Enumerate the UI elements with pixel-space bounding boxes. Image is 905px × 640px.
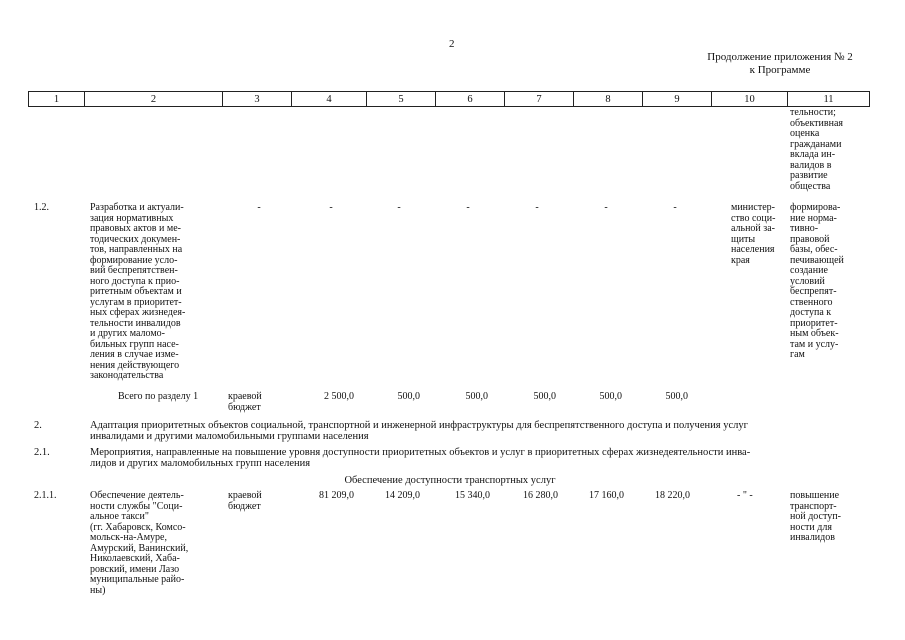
total-value-col7: 500,0	[533, 391, 556, 402]
value-col4: -	[329, 202, 333, 213]
section-title: Адаптация приоритетных объектов социальной, транспортной и инженерной инфраструктуры для беспрепятственного доступа и получения услуг инвалидами и другими маломобильными группами населения	[90, 420, 748, 442]
value-col9: 18 220,0	[655, 490, 690, 501]
continuation-note	[690, 51, 870, 77]
column-header-row	[29, 92, 870, 107]
column-header: 1	[29, 92, 85, 107]
column-header: 6	[436, 92, 505, 107]
total-value-col4: 2 500,0	[324, 391, 354, 402]
section-number: 2.	[34, 420, 42, 431]
value-col5: -	[397, 202, 401, 213]
column-header: 4	[292, 92, 367, 107]
column-header: 5	[367, 92, 436, 107]
value-col6: 15 340,0	[455, 490, 490, 501]
column-header: 2	[85, 92, 223, 107]
row-number: 1.2.	[34, 202, 49, 213]
measure-title: Разработка и актуали- зация нормативных правовых актов и ме- тодических докумен- тов, направленных на формирование усло- вий беспрепятствен- ного доступа к прио- ритетным объектам и услугам в приоритет- ных сферах жизнедея- тельности инвалидов и других маломо- бильных групп насе- ления в случае изме- нения действующего законодательства	[90, 202, 186, 381]
column-header: 11	[788, 92, 870, 107]
subsection-number: 2.1.	[34, 447, 50, 458]
result-text: повышение транспорт- ной доступ- ности для инвалидов	[790, 490, 841, 543]
total-value-col6: 500,0	[465, 391, 488, 402]
row-number: 2.1.1.	[34, 490, 57, 501]
value-col7: -	[535, 202, 539, 213]
value-col8: 17 160,0	[589, 490, 624, 501]
continuation-line1: Продолжение приложения № 2	[707, 51, 853, 63]
executor-text: - " -	[737, 490, 753, 501]
carryover-result-text: тельности; объективная оценка гражданами вклада ин- валидов в развитие общества	[790, 107, 844, 192]
value-col3: -	[257, 202, 261, 213]
subheading: Обеспечение доступности транспортных услуг	[344, 475, 556, 486]
total-value-col9: 500,0	[665, 391, 688, 402]
column-header: 9	[643, 92, 712, 107]
continuation-line2: к Программе	[749, 64, 811, 76]
column-header: 7	[505, 92, 574, 107]
total-label: Всего по разделу 1	[118, 391, 199, 402]
executor-text: министер- ство соци- альной за- щиты населения края	[731, 202, 776, 266]
value-col9: -	[673, 202, 677, 213]
page-number: 2	[449, 38, 455, 50]
column-header: 10	[712, 92, 788, 107]
funding-source: краевой бюджет	[228, 490, 262, 512]
value-col5: 14 209,0	[385, 490, 420, 501]
column-header-table	[28, 91, 870, 107]
funding-source: краевой бюджет	[228, 391, 262, 413]
column-header: 3	[223, 92, 292, 107]
value-col7: 16 280,0	[523, 490, 558, 501]
measure-title: Обеспечение деятель- ности службы "Соци- альное такси" (гг. Хабаровск, Комсо- мольск-на-Амуре, Амурский, Ванинский, Николаевский, Хаба- ровский, имени Лазо муниципальные райо- ны)	[90, 490, 189, 596]
column-header: 8	[574, 92, 643, 107]
total-value-col5: 500,0	[397, 391, 420, 402]
subsection-title: Мероприятия, направленные на повышение уровня доступности приоритетных объектов и услуг в приоритетных сферах жизнедеятельности инва- лидов и других маломобильных групп населения	[90, 447, 751, 469]
total-value-col8: 500,0	[599, 391, 622, 402]
value-col4: 81 209,0	[319, 490, 354, 501]
result-text: формирова- ние норма- тивно- правовой базы, обес- печивающей создание условий беспрепят- ственного доступа к приоритет- ным объек- там и услу- гам	[790, 202, 844, 360]
value-col8: -	[604, 202, 608, 213]
value-col6: -	[466, 202, 470, 213]
